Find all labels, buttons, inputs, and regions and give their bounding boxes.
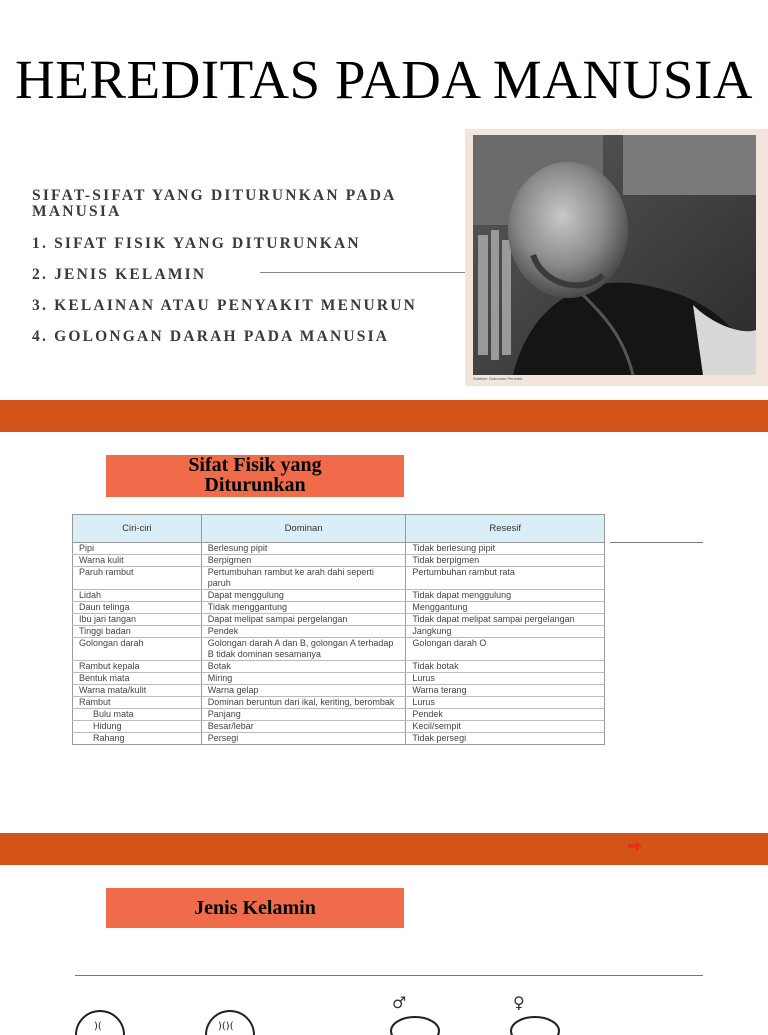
slide-jenis-kelamin [0,865,768,1032]
recessive-cell: Tidak berlesung pipit [406,543,605,555]
dominant-cell: Dapat menggulung [201,590,406,602]
topic-list [32,188,472,360]
table-row [73,590,605,602]
section-label-line: Diturunkan [204,474,306,496]
dominant-cell: Berpigmen [201,555,406,567]
column-header: Resesif [406,515,605,543]
slide-title: HEREDITAS PADA MANUSIA [15,49,753,110]
orange-divider-band [0,833,768,865]
dominant-cell: Pertumbuhan rambut ke arah dahi seperti paruh [201,567,406,590]
column-header: Ciri-ciri [73,515,202,543]
recessive-cell: Tidak botak [406,661,605,673]
trait-cell: Ibu jari tangan [73,614,202,626]
dominant-cell: Warna gelap [201,685,406,697]
topic-item: 2. JENIS KELAMIN [32,266,207,283]
bald-man-photo [465,129,768,386]
divider [75,975,703,976]
dominant-cell: Panjang [201,709,406,721]
trait-cell: Paruh rambut [73,567,202,590]
male-cell-icon [385,1009,445,1029]
recessive-cell: Tidak persegi [406,733,605,745]
table-row [73,733,605,745]
table-row [73,602,605,614]
table-row [73,661,605,673]
table-row [73,567,605,590]
dominant-cell: Golongan darah A dan B, golongan A terhadap B tidak dominan sesamanya [201,638,406,661]
chromosome-cell-icon [70,995,170,1035]
recessive-cell: Menggantung [406,602,605,614]
table-row [73,638,605,661]
table-row [73,685,605,697]
svg-text:)(: )( [94,1021,102,1032]
recessive-cell: Golongan darah O [406,638,605,661]
trait-cell: Tinggi badan [73,626,202,638]
recessive-cell: Tidak dapat menggulung [406,590,605,602]
svg-text:)()(: )()( [218,1021,234,1032]
table-row [73,614,605,626]
table-header-row [73,515,605,543]
dominant-cell: Persegi [201,733,406,745]
traits-table [72,514,605,745]
recessive-cell: Warna terang [406,685,605,697]
recessive-cell: Kecil/sempit [406,721,605,733]
chromosome-cell-icon [200,995,300,1035]
female-symbol-icon: ♀ [513,993,525,1012]
topic-item: 1. SIFAT FISIK YANG DITURUNKAN [32,235,361,252]
section-label: Jenis Kelamin [106,888,404,928]
dominant-cell: Miring [201,673,406,685]
recessive-cell: Lurus [406,673,605,685]
photo-caption: Sumber: Dokumen Penerbit [473,376,523,381]
slide-sifat-fisik [0,432,768,833]
divider [260,272,465,273]
trait-cell: Warna mata/kulit [73,685,202,697]
topic-item: 4. GOLONGAN DARAH PADA MANUSIA [32,328,390,345]
trait-cell: Pipi [73,543,202,555]
female-cell-icon [505,1009,565,1029]
table-row [73,709,605,721]
trait-cell: Lidah [73,590,202,602]
dominant-cell: Botak [201,661,406,673]
trait-cell: Bulu mata [73,709,202,721]
trait-cell: Golongan darah [73,638,202,661]
recessive-cell: Lurus [406,697,605,709]
dominant-cell: Pendek [201,626,406,638]
male-symbol-icon: ♂ [392,993,407,1012]
slide-hereditas [0,0,768,400]
recessive-cell: Tidak berpigmen [406,555,605,567]
trait-cell: Rambut [73,697,202,709]
topic-item: 3. KELAINAN ATAU PENYAKIT MENURUN [32,297,418,314]
dominant-cell: Berlesung pipit [201,543,406,555]
recessive-cell: Pendek [406,709,605,721]
recessive-cell: Jangkung [406,626,605,638]
trait-cell: Hidung [73,721,202,733]
table-row [73,543,605,555]
recessive-cell: Tidak dapat melipat sampai pergelangan [406,614,605,626]
table-row [73,721,605,733]
table-row [73,626,605,638]
trait-cell: Rambut kepala [73,661,202,673]
dominant-cell: Besar/lebar [201,721,406,733]
column-header: Dominan [201,515,406,543]
table-row [73,555,605,567]
topic-heading: SIFAT-SIFAT YANG DITURUNKAN PADA MANUSIA [32,187,396,220]
arrow-right-icon [628,841,642,851]
trait-cell: Rahang [73,733,202,745]
trait-cell: Daun telinga [73,602,202,614]
table-row [73,697,605,709]
recessive-cell: Pertumbuhan rambut rata [406,567,605,590]
dominant-cell: Tidak menggantung [201,602,406,614]
trait-cell: Warna kulit [73,555,202,567]
dominant-cell: Dapat melipat sampai pergelangan [201,614,406,626]
table-row [73,673,605,685]
divider [610,542,703,543]
section-label-line: Sifat Fisik yang [188,454,322,476]
section-label [106,455,404,497]
dominant-cell: Dominan beruntun dari ikal, keriting, berombak [201,697,406,709]
orange-divider-band [0,400,768,432]
trait-cell: Bentuk mata [73,673,202,685]
